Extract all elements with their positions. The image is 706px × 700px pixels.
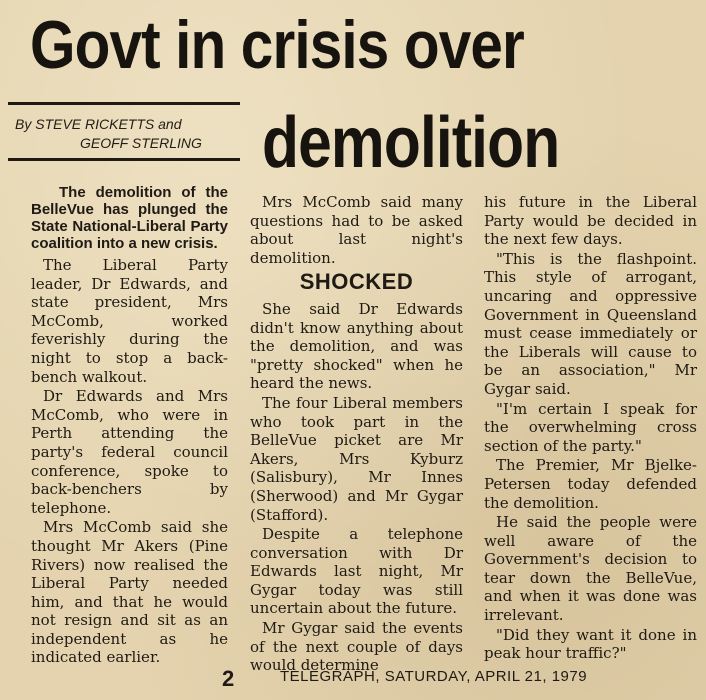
article-paragraph: The Liberal Party leader, Dr Edwards, and state president, Mrs McComb, worked feverishly during the night to stop a back-bench walkout.	[31, 256, 228, 386]
byline-line-2: GEOFF STERLING	[80, 135, 202, 151]
article-column-3	[484, 193, 697, 664]
subheading: SHOCKED	[299, 269, 414, 295]
byline-bottom-rule	[8, 158, 240, 161]
article-paragraph: She said Dr Edwards didn't know anything about the demolition, and was "pretty shocked" when he heard the news.	[250, 299, 463, 393]
article-paragraph: The Premier, Mr Bjelke-Petersen today defended the demolition.	[484, 456, 697, 512]
article-column-2	[250, 193, 463, 676]
article-paragraph: his future in the Liberal Party would be decided in the next few days.	[484, 193, 697, 249]
article-paragraph: Mrs McComb said she thought Mr Akers (Pine Rivers) now realised the Liberal Party needed him, and that he would not resign and sit as an independent as he indicated earlier.	[31, 518, 228, 667]
page-number: 2	[222, 666, 235, 691]
article-column-1	[31, 184, 228, 668]
article-paragraph: "I'm certain I speak for the overwhelming cross section of the party."	[484, 399, 697, 455]
footer-dateline: TELEGRAPH, SATURDAY, APRIL 21, 1979	[280, 668, 588, 685]
article-paragraph: Dr Edwards and Mrs McComb, who were in Perth attending the party's federal council conference, spoke to back-benchers by telephone.	[31, 387, 228, 517]
byline	[15, 115, 235, 153]
article-paragraph: Mr Gygar said the events of the next couple of days would determine	[250, 619, 463, 675]
page-footer	[0, 664, 706, 694]
article-paragraph: "This is the flashpoint. This style of arrogant, uncaring and oppressive Government in Queensland must cease immediately or the Liberals will cause to be an association," Mr Gygar said.	[484, 249, 697, 398]
article-intro: The demolition of the BelleVue has plunged the State National-Liberal Party coalition into a new crisis.	[31, 184, 228, 252]
headline-line-1: Govt in crisis over	[30, 7, 524, 83]
column-2-body-top	[250, 193, 463, 267]
article-paragraph: Despite a telephone conversation with Dr Edwards last night, Mr Gygar today was still uncertain about the future.	[250, 525, 463, 618]
byline-top-rule	[8, 102, 240, 105]
article-paragraph: Mrs McComb said many questions had to be asked about last night's demolition.	[250, 193, 463, 267]
article-paragraph: He said the people were well aware of the Government's decision to tear down the BelleVue, and when it was done was irrelevant.	[484, 513, 697, 625]
column-1-body	[31, 256, 228, 667]
article-paragraph: The four Liberal members who took part in the BelleVue picket are Mr Akers, Mrs Kyburz (Salisbury), Mr Innes (Sherwood) and Mr Gygar (Stafford).	[250, 393, 463, 524]
column-3-body	[484, 193, 697, 663]
article-paragraph: "Did they want it done in peak hour traffic?"	[484, 625, 697, 663]
column-2-body-bottom	[250, 300, 463, 675]
headline-line-2: demolition	[262, 103, 560, 183]
byline-line-1: By STEVE RICKETTS and	[15, 116, 182, 132]
